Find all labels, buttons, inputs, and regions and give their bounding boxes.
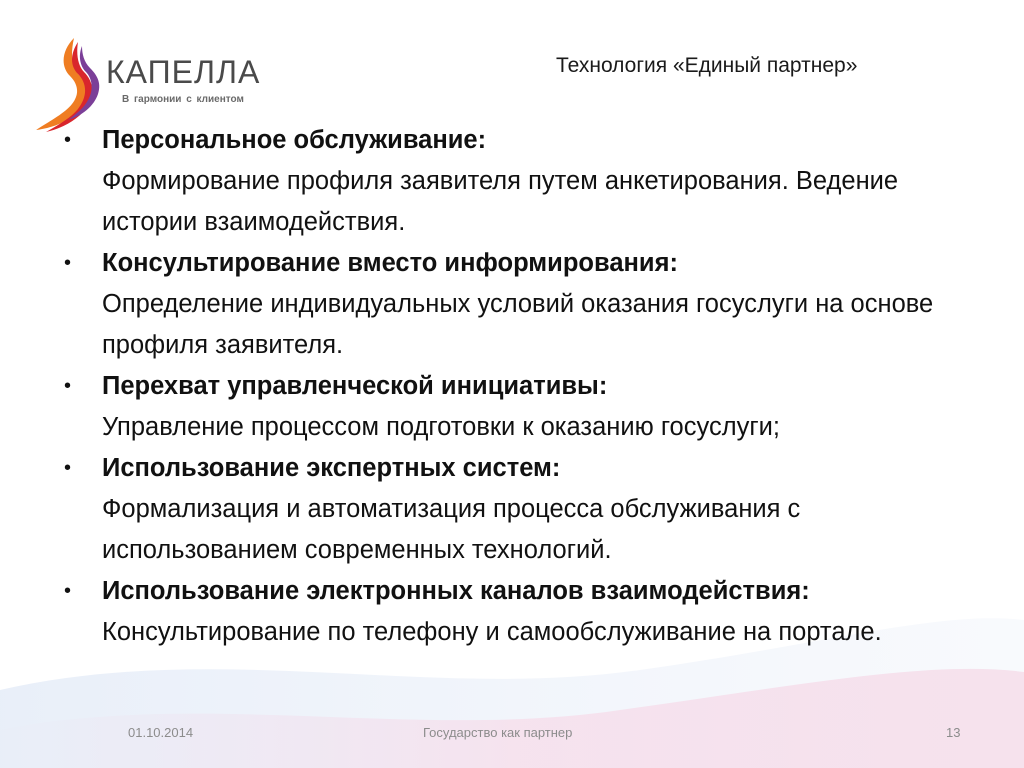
bullet-item-consulting [60, 243, 990, 366]
bullet-text: Консультирование по телефону и самообслуживание на портале. [102, 618, 882, 646]
slide-header-title: Технология «Единый партнер» [556, 54, 858, 77]
bullet-text: Формализация и автоматизация процесса обслуживания с использованием современных технологий. [102, 495, 801, 564]
bullet-item-electronic-channels [60, 571, 990, 653]
bullet-text: Формирование профиля заявителя путем анкетирования. Ведение истории взаимодействия. [102, 167, 899, 236]
logo-name: КАПЕЛЛА [106, 54, 261, 90]
bullet-icon: • [64, 580, 72, 602]
bullet-item-expert-systems [60, 448, 990, 571]
bullet-text: Управление процессом подготовки к оказанию госуслуги; [102, 413, 780, 441]
bullet-title: Консультирование вместо информирования: [102, 249, 678, 277]
bullet-title: Персональное обслуживание: [102, 126, 487, 154]
footer-title: Государство как партнер [423, 725, 573, 740]
bullet-title: Перехват управленческой инициативы: [102, 372, 608, 400]
bullet-icon: • [64, 457, 72, 479]
bullet-icon: • [64, 252, 72, 274]
bullet-list [60, 120, 990, 653]
bullet-item-initiative [60, 366, 990, 448]
bullet-icon: • [64, 129, 72, 151]
bullet-title: Использование экспертных систем: [102, 454, 561, 482]
footer-date: 01.10.2014 [128, 725, 194, 740]
logo-tagline: В гармонии с клиентом [122, 94, 244, 105]
page-number: 13 [946, 725, 961, 740]
bullet-icon: • [64, 375, 72, 397]
bullet-text: Определение индивидуальных условий оказания госуслуги на основе профиля заявителя. [102, 290, 934, 359]
bullet-title: Использование электронных каналов взаимодействия: [102, 577, 810, 605]
bullet-item-personal-service [60, 120, 990, 243]
